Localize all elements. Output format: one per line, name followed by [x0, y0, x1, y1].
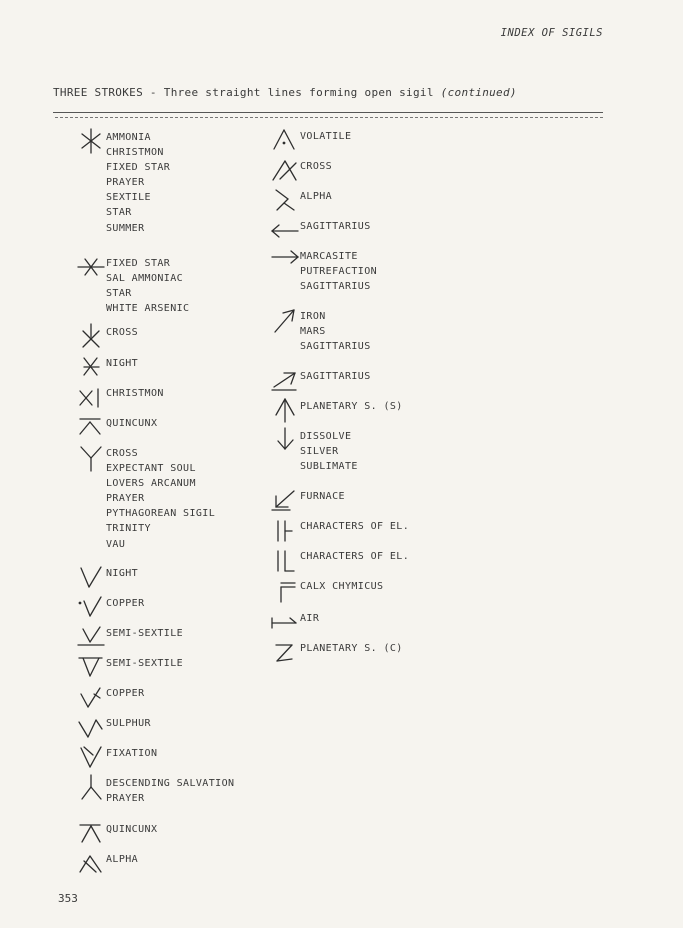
entry-term: VOLATILE — [300, 131, 352, 142]
entry-term: PLANETARY S. (C) — [300, 643, 403, 654]
entry-term: MARS — [300, 326, 326, 338]
entry-term: PUTREFACTION — [300, 266, 378, 278]
z-sigil-icon — [268, 637, 302, 667]
x-beside-bar-sigil-icon — [74, 382, 108, 412]
entry-terms — [300, 519, 409, 534]
crossed-asterisk-sigil-icon — [74, 252, 108, 282]
entry-term: FURNACE — [300, 491, 345, 502]
underlined-v-sigil-icon — [74, 622, 108, 652]
entry-terms — [300, 611, 319, 626]
continued-note: (continued) — [440, 86, 517, 99]
entry-term: PRAYER — [106, 177, 145, 189]
entry-term: SAGITTARIUS — [300, 371, 371, 382]
dotted-v-sigil-icon — [74, 592, 108, 622]
entry-terms — [106, 386, 164, 401]
down-left-arrow-sigil-icon — [268, 485, 302, 515]
entry-term: IRON — [300, 311, 326, 322]
double-bar-hook-sigil-icon — [268, 575, 302, 605]
entry-term: PYTHAGOREAN SIGIL — [106, 508, 216, 520]
entry-terms — [300, 369, 371, 384]
barred-v-sigil-icon — [74, 652, 108, 682]
entry-term: SULPHUR — [106, 718, 151, 729]
sideways-caret-sigil-icon — [268, 185, 302, 215]
entry-terms — [106, 130, 170, 236]
entry-terms — [106, 325, 138, 340]
v-sigil-icon — [74, 562, 108, 592]
entry-terms — [300, 309, 371, 354]
entry-term: PRAYER — [106, 493, 145, 505]
entry-term: SAL AMMONIAC — [106, 273, 184, 285]
entry-term: TRINITY — [106, 523, 151, 535]
section-heading — [53, 86, 517, 99]
entry-term: SUMMER — [106, 222, 145, 234]
entry-terms — [106, 686, 145, 701]
entry-terms — [106, 626, 183, 641]
entry-terms — [300, 189, 332, 204]
entry-term: AMMONIA — [106, 132, 151, 143]
entry-term: QUINCUNX — [106, 418, 158, 429]
entry-term: CHRISTMON — [106, 147, 164, 159]
entry-terms — [300, 399, 403, 414]
entry-term: SAGITTARIUS — [300, 341, 371, 353]
right-arrow-sigil-icon — [268, 245, 302, 275]
entry-term: CALX CHYMICUS — [300, 581, 384, 592]
entry-terms — [106, 356, 138, 371]
entry-term: SEMI-SEXTILE — [106, 658, 184, 669]
entry-term: CROSS — [300, 161, 333, 172]
entry-term: MARCASITE — [300, 251, 358, 262]
entry-term: DESCENDING SALVATION — [106, 778, 235, 789]
entry-term: FIXED STAR — [106, 162, 171, 174]
barred-caret-sigil-icon — [74, 818, 108, 848]
entry-term: ALPHA — [106, 854, 139, 865]
entry-term: DISSOLVE — [300, 431, 352, 442]
entry-term: EXPECTANT SOUL — [106, 463, 196, 475]
entry-terms — [106, 566, 138, 581]
overbarred-caret-sigil-icon — [74, 412, 108, 442]
slashed-caret-sigil-icon — [268, 155, 302, 185]
entry-term: CROSS — [106, 448, 139, 459]
entry-terms — [300, 249, 377, 294]
entry-term: CROSS — [106, 327, 139, 338]
section-description: - Three straight lines forming open sigil — [143, 86, 441, 99]
entry-terms — [300, 489, 345, 504]
entry-term: NIGHT — [106, 358, 139, 369]
page-number: 353 — [58, 892, 78, 905]
entry-term: FIXATION — [106, 748, 158, 759]
diagonal-arrow-sigil-icon — [268, 305, 302, 335]
entry-terms — [300, 641, 403, 656]
v-with-slash-sigil-icon — [74, 742, 108, 772]
entry-terms — [300, 159, 332, 174]
y-fork-sigil-icon — [74, 442, 108, 472]
entry-terms — [106, 596, 145, 611]
entry-term: SUBLIMATE — [300, 461, 358, 473]
heading-rule-secondary — [55, 117, 603, 118]
tailed-arrow-sigil-icon — [268, 607, 302, 637]
entry-terms — [300, 129, 351, 144]
entry-term: ALPHA — [300, 191, 333, 202]
entry-terms — [106, 852, 138, 867]
entry-term: SAGITTARIUS — [300, 281, 371, 293]
entry-terms — [106, 822, 157, 837]
caret-with-stroke-sigil-icon — [74, 848, 108, 878]
asterisk-sigil-icon — [74, 126, 108, 156]
v-with-tick-sigil-icon — [74, 682, 108, 712]
entry-terms — [300, 579, 383, 594]
entry-term: PLANETARY S. (S) — [300, 401, 403, 412]
x-with-stem-sigil-icon — [74, 321, 108, 351]
entry-terms — [300, 429, 358, 474]
entry-term: WHITE ARSENIC — [106, 303, 190, 315]
entry-term: STAR — [106, 207, 132, 219]
bar-and-l-sigil-icon — [268, 545, 302, 575]
entry-terms — [106, 446, 215, 552]
x-with-bar-sigil-icon — [74, 352, 108, 382]
entry-terms — [106, 716, 151, 731]
entry-term: AIR — [300, 613, 320, 624]
running-head: INDEX OF SIGILS — [500, 27, 603, 39]
entry-term: VAU — [106, 538, 126, 550]
section-label: THREE STROKES — [53, 86, 143, 99]
entry-terms — [106, 776, 234, 806]
up-arrow-sigil-icon — [268, 395, 302, 425]
inverted-y-sigil-icon — [74, 772, 108, 802]
entry-term: SAGITTARIUS — [300, 221, 371, 232]
barred-diagonal-arrow-sigil-icon — [268, 365, 302, 395]
entry-term: CHARACTERS OF EL. — [300, 521, 410, 532]
entry-terms — [300, 549, 409, 564]
entry-term: LOVERS ARCANUM — [106, 478, 196, 490]
entry-term: NIGHT — [106, 568, 139, 579]
entry-term: COPPER — [106, 688, 145, 699]
entry-terms — [106, 256, 189, 316]
entry-term: PRAYER — [106, 793, 145, 805]
bar-plus-bar-sigil-icon — [268, 515, 302, 545]
entry-term: SEMI-SEXTILE — [106, 628, 184, 639]
entry-term: SEXTILE — [106, 192, 151, 204]
entry-term: STAR — [106, 288, 132, 300]
entry-terms — [300, 219, 371, 234]
down-arrow-sigil-icon — [268, 425, 302, 455]
entry-term: CHARACTERS OF EL. — [300, 551, 410, 562]
entry-term: FIXED STAR — [106, 258, 171, 269]
entry-term: COPPER — [106, 598, 145, 609]
entry-term: CHRISTMON — [106, 388, 164, 399]
entry-terms — [106, 656, 183, 671]
entry-terms — [106, 746, 157, 761]
v-with-caret-sigil-icon — [74, 712, 108, 742]
dotted-caret-sigil-icon — [268, 125, 302, 155]
left-arrow-sigil-icon — [268, 215, 302, 245]
entry-term: SILVER — [300, 446, 339, 458]
entry-terms — [106, 416, 157, 431]
heading-rule — [53, 112, 603, 113]
entry-term: QUINCUNX — [106, 824, 158, 835]
